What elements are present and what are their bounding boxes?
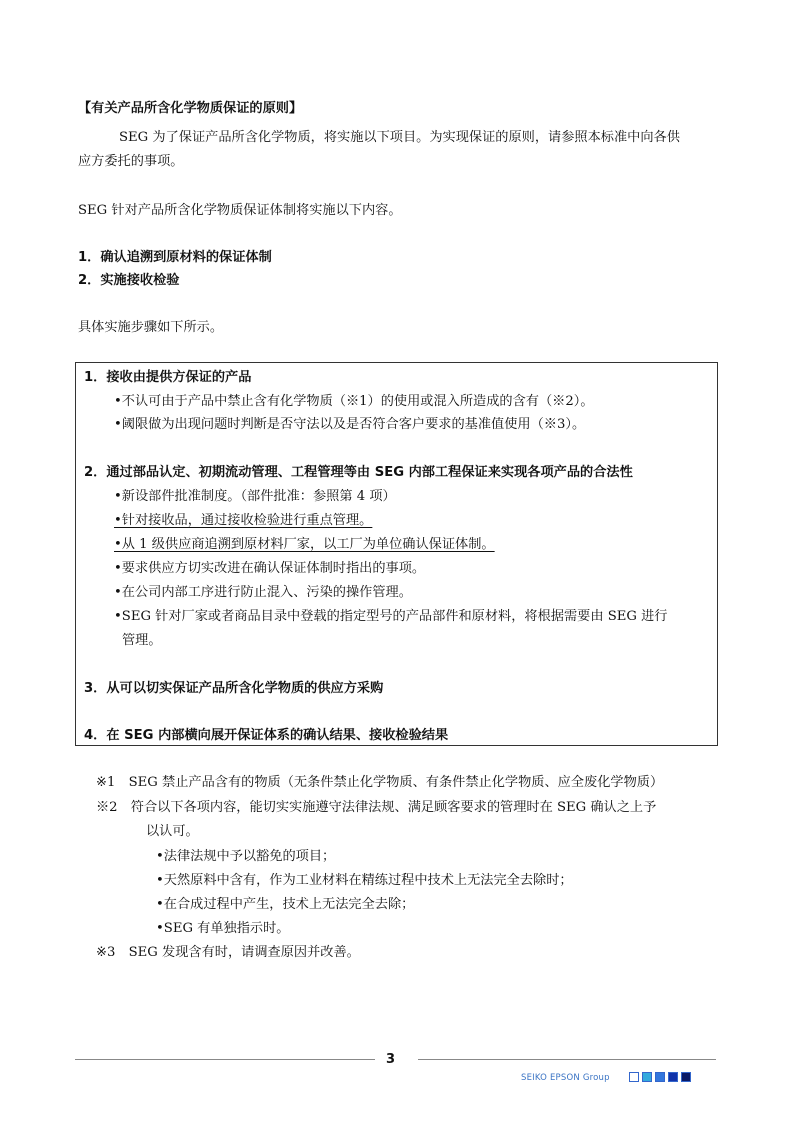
note-2: ※2 符合以下各项内容，能切实实施遵守法律法规、满足顾客要求的管理时在 SEG 确认之上予 <box>96 800 657 815</box>
list-item-1: 1．确认追溯到原材料的保证体制 <box>78 250 272 265</box>
list-item-2: 2．实施接收检验 <box>78 273 180 288</box>
paragraph-2: SEG 针对产品所含化学物质保证体制将实施以下内容。 <box>78 203 402 218</box>
box-s2-bullet-2: •针对接收品，通过接收检验进行重点管理。 <box>114 513 373 528</box>
box-s2-bullet-6: •SEG 针对厂家或者商品目录中登载的指定型号的产品部件和原材料，将根据需要由 SEG 进行 <box>114 609 668 624</box>
footer-rule-left <box>75 1059 375 1060</box>
brand-square-1 <box>629 1072 639 1082</box>
box-s2-bullet-6-cont: 管理。 <box>122 633 162 648</box>
box-s2-bullet-3: •从 1 级供应商追溯到原材料厂家，以工厂为单位确认保证体制。 <box>114 537 495 552</box>
brand-square-4 <box>668 1072 678 1082</box>
box-section-3-title: 3．从可以切实保证产品所含化学物质的供应方采购 <box>84 681 384 696</box>
paragraph-3: 具体实施步骤如下所示。 <box>78 320 224 335</box>
note-2-bullet-1: •法律法规中予以豁免的项目； <box>156 849 336 864</box>
page-number: 3 <box>386 1052 396 1067</box>
box-s2-bullet-4: •要求供应方切实改进在确认保证体制时指出的事项。 <box>114 561 426 576</box>
note-2-bullet-2: •天然原料中含有，作为工业材料在精练过程中技术上无法完全去除时； <box>156 873 573 888</box>
box-s2-bullet-1: •新设部件批准制度。（部件批准：参照第 4 项） <box>114 489 396 504</box>
box-section-2-title: 2．通过部品认定、初期流动管理、工程管理等由 SEG 内部工程保证来实现各项产品的合法性 <box>84 465 633 480</box>
brand-square-5 <box>681 1072 691 1082</box>
brand-square-3 <box>655 1072 665 1082</box>
intro-line-2: 应方委托的事项。 <box>78 154 184 169</box>
footer-rule-right <box>418 1059 716 1060</box>
note-3: ※3 SEG 发现含有时，请调查原因并改善。 <box>96 945 360 960</box>
section-heading: 【有关产品所含化学物质保证的原则】 <box>78 101 303 116</box>
note-2-bullet-3: •在合成过程中产生，技术上无法完全去除； <box>156 897 415 912</box>
note-1: ※1 SEG 禁止产品含有的物质（无条件禁止化学物质、有条件禁止化学物质、应全废化学物质） <box>96 775 664 790</box>
brand-logo-text: SEIKO EPSON Group <box>521 1073 610 1083</box>
box-s2-bullet-5: •在公司内部工序进行防止混入、污染的操作管理。 <box>114 585 412 600</box>
box-s1-bullet-1: •不认可由于产品中禁止含有化学物质（※1）的使用或混入所造成的含有（※2）。 <box>114 394 594 409</box>
box-s1-bullet-2: •阈限做为出现问题时判断是否守法以及是否符合客户要求的基准值使用（※3）。 <box>114 417 586 432</box>
brand-square-2 <box>642 1072 652 1082</box>
box-section-1-title: 1．接收由提供方保证的产品 <box>84 370 252 385</box>
note-2-bullet-4: •SEG 有单独指示时。 <box>156 921 290 936</box>
note-2-cont: 以认可。 <box>146 824 199 839</box>
intro-line-1: SEG 为了保证产品所含化学物质，将实施以下项目。为实现保证的原则，请参照本标准中向各供 <box>119 130 680 145</box>
box-section-4-title: 4．在 SEG 内部横向展开保证体系的确认结果、接收检验结果 <box>84 728 449 743</box>
